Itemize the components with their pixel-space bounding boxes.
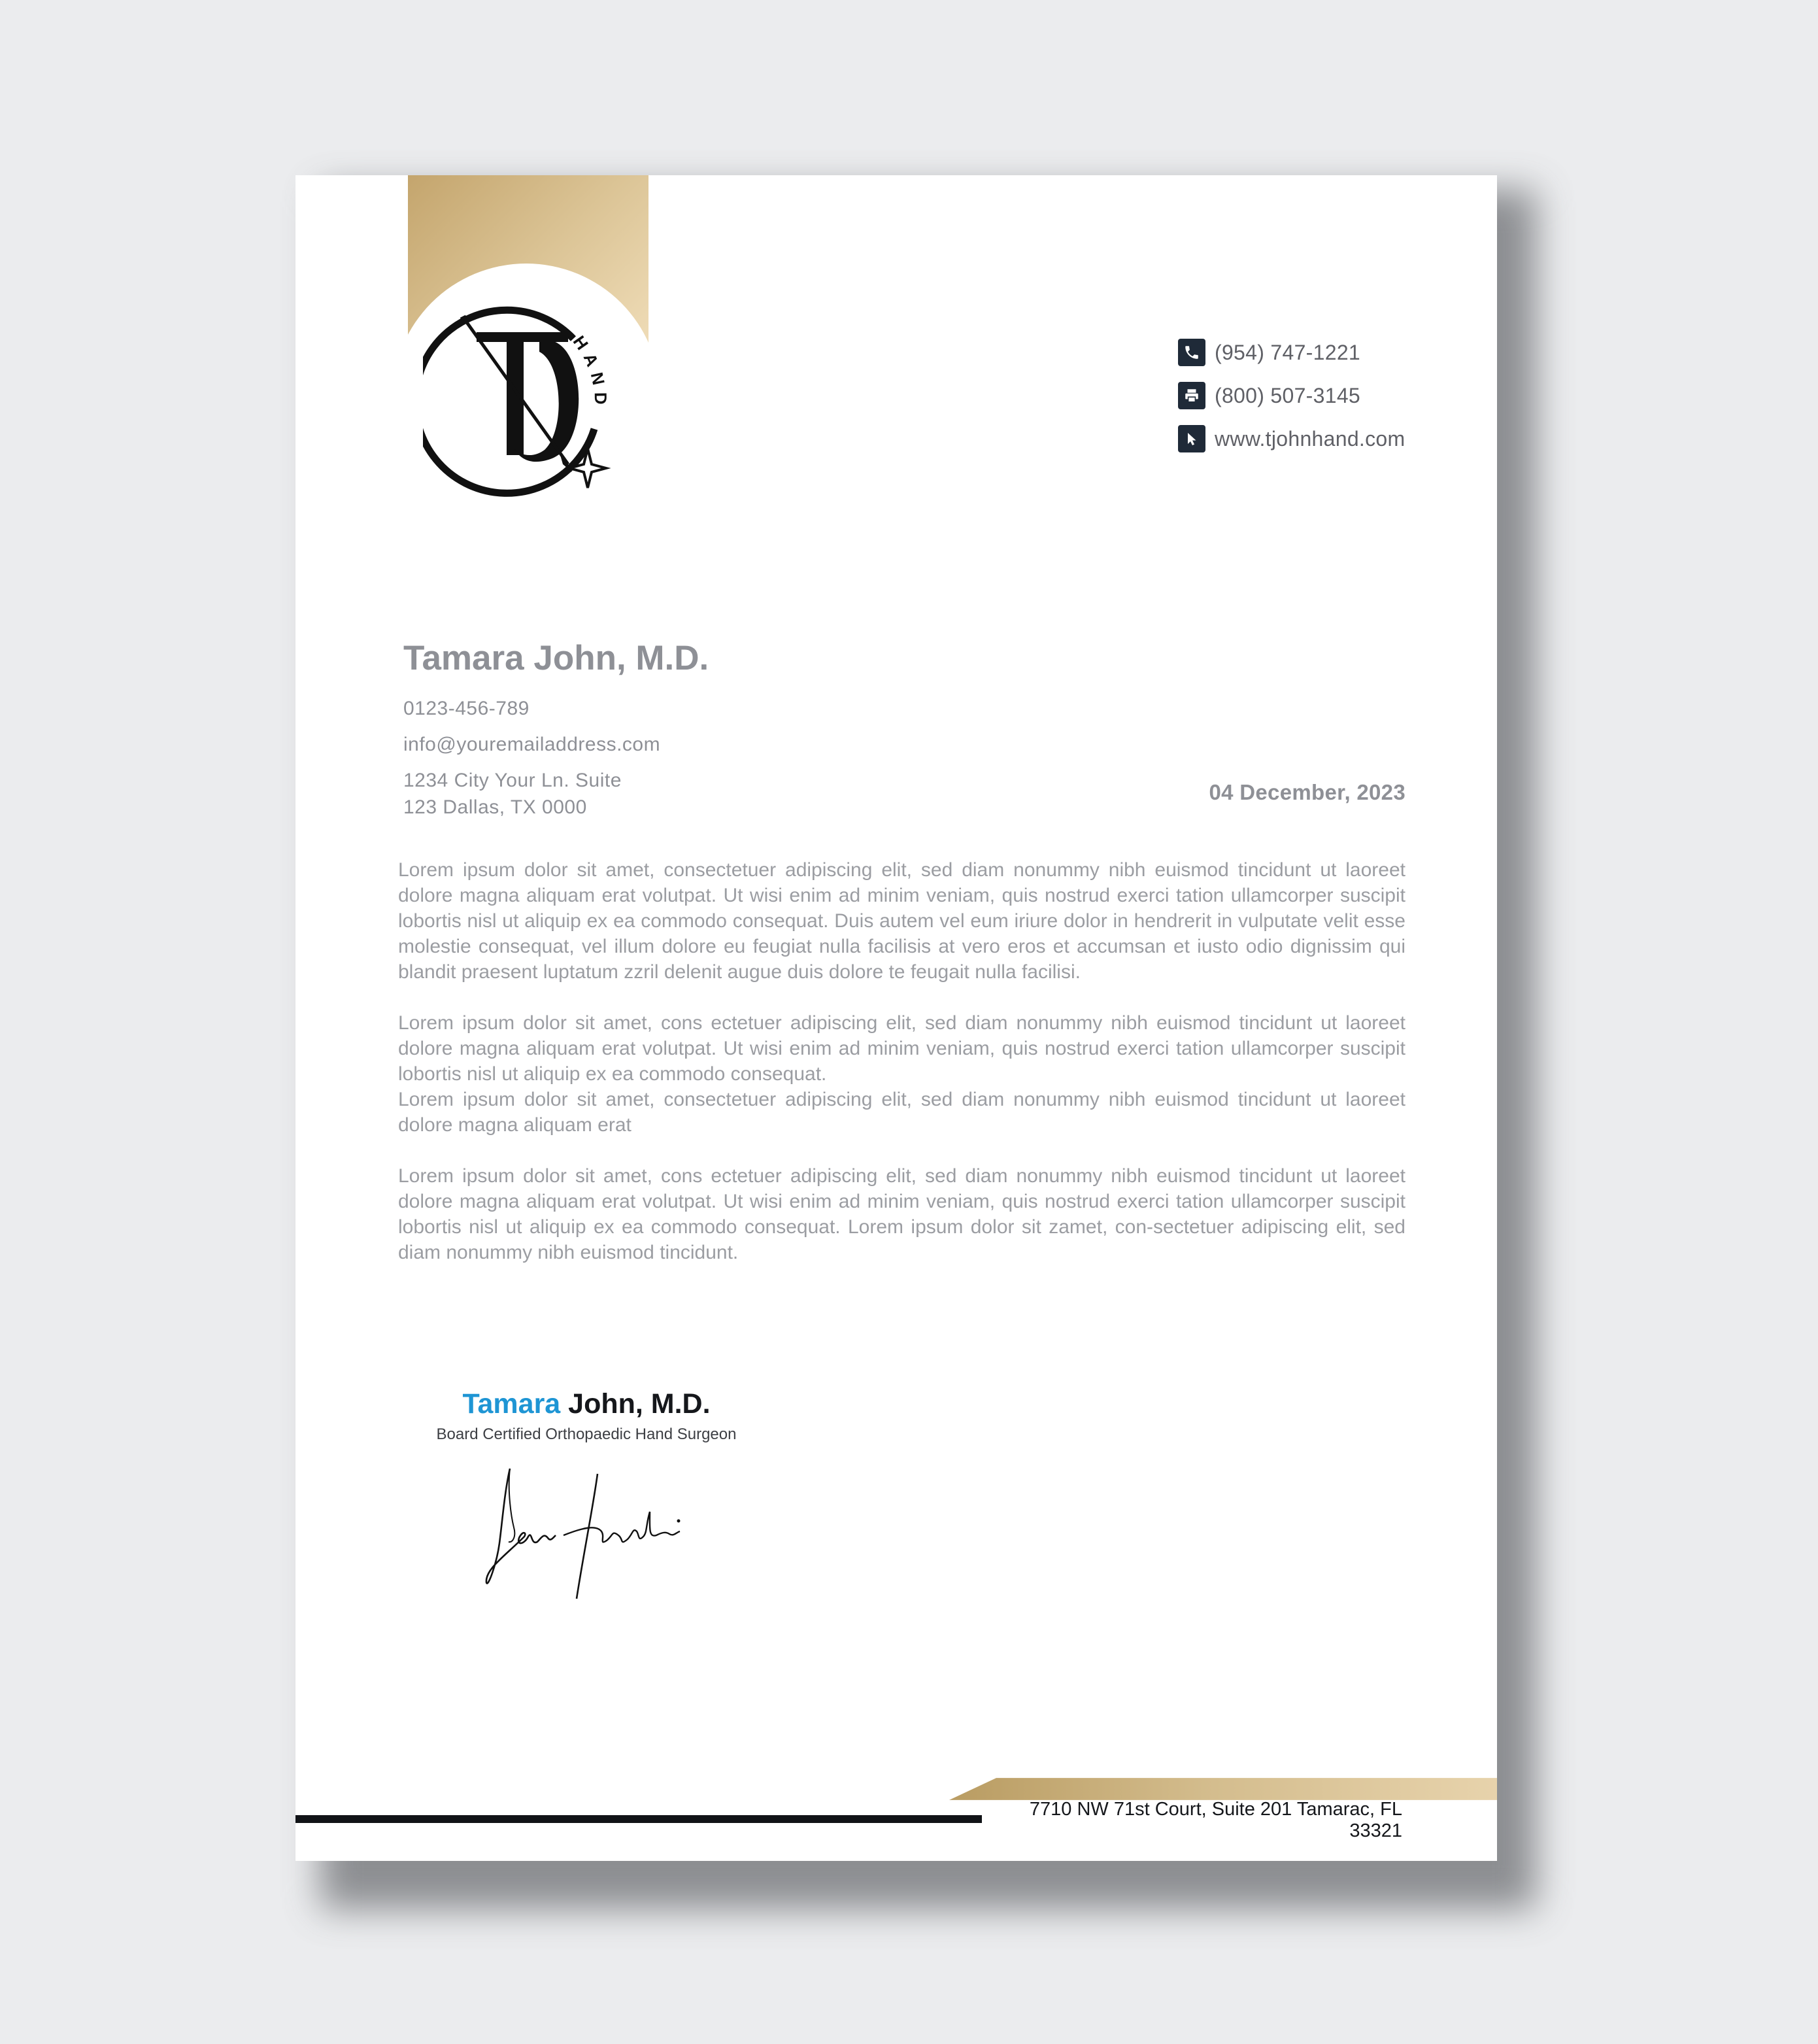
footer-black-bar [295,1815,982,1823]
footer-address: 7710 NW 71st Court, Suite 201 Tamarac, FL 33321 [1029,1799,1402,1841]
letter-body [398,857,1406,1291]
sender-phone: 0123-456-789 [403,698,530,719]
letterhead-page [295,175,1497,1861]
sender-email: info@youremailaddress.com [403,734,661,755]
contact-website [1178,417,1405,460]
contact-phone [1178,331,1405,374]
contact-fax [1178,374,1405,417]
signatory-first-name: Tamara [462,1388,561,1420]
sender-block [403,638,709,821]
phone-icon [1178,339,1205,366]
sender-name: Tamara John, M.D. [403,639,709,677]
contact-phone-text: (954) 747-1221 [1215,340,1361,364]
sender-address-line1: 1234 City Your Ln. Suite [403,770,622,791]
handwritten-signature [485,1465,701,1602]
contact-block [1178,331,1405,460]
signatory-title: Board Certified Orthopaedic Hand Surgeon [436,1425,737,1443]
signatory-rest-name: John, M.D. [560,1388,711,1420]
fax-icon [1178,382,1205,409]
sender-address-line2: 123 Dallas, TX 0000 [403,796,587,818]
body-paragraph-2b: Lorem ipsum dolor sit amet, consectetuer adipiscing elit, sed diam nonummy nibh euismod tincidunt ut laoreet dolore magna aliquam erat [398,1089,1406,1136]
signatory-name [456,1388,717,1420]
logo-hand-text: HAND [569,332,611,411]
body-paragraph-1: Lorem ipsum dolor sit amet, consectetuer adipiscing elit, sed diam nonummy nibh euismod tincidunt ut laoreet dolore magna aliquam erat volutpat. Ut wisi enim ad minim veniam, quis nostrud exerci tation ullamcorper suscipit lobortis nisl ut aliquip ex ea commodo consequat. Duis autem vel eum iriure dolor in hendrerit in vulputate velit esse molestie consequat, vel illum dolore eu feugiat nulla facilisis at vero eros et accumsan et iusto odio dignissim qui blandit praesent luptatum zzril delenit augue duis dolore te feugait nulla facilisi. [398,859,1406,983]
body-paragraph-2a: Lorem ipsum dolor sit amet, cons ectetuer adipiscing elit, sed diam nonummy nibh euismod tincidunt ut laoreet dolore magna aliquam erat volutpat. Ut wisi enim ad minim veniam, quis nostrud exerci tation ullamcorper suscipit lobortis nisl ut aliquip ex ea commodo consequat. [398,1012,1406,1085]
tj-hand-logo [423,293,639,509]
contact-fax-text: (800) 507-3145 [1215,383,1361,407]
letter-date: 04 December, 2023 [1209,780,1406,804]
contact-website-text: www.tjohnhand.com [1215,426,1406,451]
cursor-icon [1178,425,1205,452]
body-paragraph-3: Lorem ipsum dolor sit amet, cons ectetuer adipiscing elit, sed diam nonummy nibh euismod tincidunt ut laoreet dolore magna aliquam erat volutpat. Ut wisi enim ad minim veniam, quis nostrud exerci tation ullamcorper suscipit lobortis nisl ut aliquip ex ea commodo consequat. Lorem ipsum dolor sit zamet, con-sectetuer adipiscing elit, sed diam nonummy nibh euismod tincidunt. [398,1165,1406,1263]
